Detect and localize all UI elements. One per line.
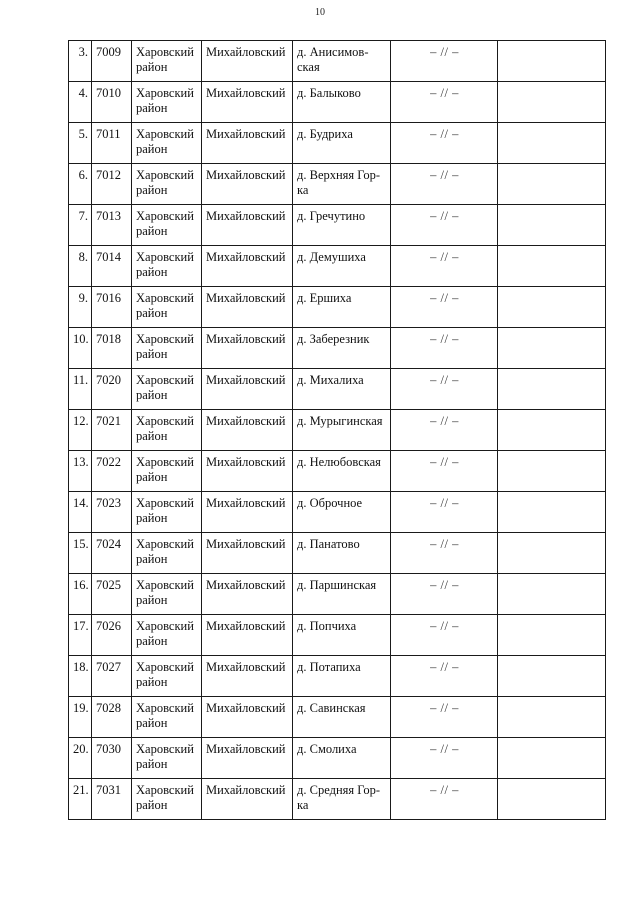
row-district: Харовский район [132,451,202,492]
row-number: 4. [69,82,92,123]
row-number: 7. [69,205,92,246]
row-ditto-mark: – // – [391,615,498,656]
row-ditto-mark: – // – [391,82,498,123]
row-district: Харовский район [132,574,202,615]
table-row [69,82,606,123]
row-settlement: д. Михалиха [293,369,391,410]
table-row [69,533,606,574]
row-district: Харовский район [132,287,202,328]
row-code: 7022 [92,451,132,492]
row-code: 7024 [92,533,132,574]
row-municipality: Михайловский [202,451,293,492]
row-ditto-mark: – // – [391,574,498,615]
row-empty-cell [498,738,606,779]
row-number: 5. [69,123,92,164]
row-empty-cell [498,82,606,123]
row-ditto-mark: – // – [391,533,498,574]
row-empty-cell [498,205,606,246]
row-municipality: Михайловский [202,246,293,287]
row-settlement: д. Смолиха [293,738,391,779]
table-row [69,779,606,820]
row-settlement: д. Демушиха [293,246,391,287]
row-settlement: д. Будриха [293,123,391,164]
row-ditto-mark: – // – [391,41,498,82]
row-number: 18. [69,656,92,697]
row-district: Харовский район [132,779,202,820]
row-settlement: д. Попчиха [293,615,391,656]
row-district: Харовский район [132,41,202,82]
row-district: Харовский район [132,246,202,287]
table-row [69,410,606,451]
table-row [69,369,606,410]
row-number: 9. [69,287,92,328]
row-empty-cell [498,164,606,205]
row-district: Харовский район [132,615,202,656]
row-settlement: д. Панатово [293,533,391,574]
row-code: 7025 [92,574,132,615]
row-district: Харовский район [132,738,202,779]
row-code: 7027 [92,656,132,697]
row-number: 21. [69,779,92,820]
row-district: Харовский район [132,205,202,246]
row-settlement: д. Савинская [293,697,391,738]
row-ditto-mark: – // – [391,779,498,820]
row-municipality: Михайловский [202,697,293,738]
table-body [69,41,606,820]
row-code: 7021 [92,410,132,451]
row-number: 12. [69,410,92,451]
row-empty-cell [498,41,606,82]
row-municipality: Михайловский [202,779,293,820]
settlements-table [68,40,606,820]
row-ditto-mark: – // – [391,328,498,369]
row-municipality: Михайловский [202,533,293,574]
row-empty-cell [498,123,606,164]
row-municipality: Михайловский [202,492,293,533]
table-row [69,574,606,615]
row-ditto-mark: – // – [391,410,498,451]
row-number: 6. [69,164,92,205]
row-number: 11. [69,369,92,410]
row-settlement: д. Заберезник [293,328,391,369]
row-ditto-mark: – // – [391,164,498,205]
row-number: 13. [69,451,92,492]
row-code: 7016 [92,287,132,328]
row-code: 7013 [92,205,132,246]
row-empty-cell [498,533,606,574]
row-empty-cell [498,451,606,492]
row-empty-cell [498,697,606,738]
row-municipality: Михайловский [202,574,293,615]
row-municipality: Михайловский [202,328,293,369]
row-district: Харовский район [132,656,202,697]
row-municipality: Михайловский [202,615,293,656]
row-district: Харовский район [132,697,202,738]
table-row [69,328,606,369]
row-municipality: Михайловский [202,123,293,164]
row-empty-cell [498,492,606,533]
row-district: Харовский район [132,533,202,574]
row-code: 7031 [92,779,132,820]
table-row [69,492,606,533]
row-empty-cell [498,369,606,410]
row-empty-cell [498,410,606,451]
row-settlement: д. Ершиха [293,287,391,328]
row-settlement: д. Оброчное [293,492,391,533]
row-number: 16. [69,574,92,615]
row-district: Харовский район [132,369,202,410]
row-district: Харовский район [132,82,202,123]
table-row [69,164,606,205]
row-number: 14. [69,492,92,533]
table-row [69,123,606,164]
page-number: 10 [315,7,325,18]
row-ditto-mark: – // – [391,287,498,328]
row-municipality: Михайловский [202,656,293,697]
row-ditto-mark: – // – [391,205,498,246]
row-settlement: д. Анисимов-ская [293,41,391,82]
row-code: 7010 [92,82,132,123]
row-code: 7028 [92,697,132,738]
table-row [69,656,606,697]
row-municipality: Михайловский [202,205,293,246]
row-empty-cell [498,328,606,369]
row-number: 15. [69,533,92,574]
row-ditto-mark: – // – [391,369,498,410]
table-row [69,697,606,738]
row-municipality: Михайловский [202,82,293,123]
row-number: 17. [69,615,92,656]
row-settlement: д. Мурыгинская [293,410,391,451]
row-municipality: Михайловский [202,164,293,205]
row-municipality: Михайловский [202,287,293,328]
row-code: 7026 [92,615,132,656]
row-number: 20. [69,738,92,779]
row-ditto-mark: – // – [391,451,498,492]
row-number: 19. [69,697,92,738]
row-ditto-mark: – // – [391,123,498,164]
row-code: 7018 [92,328,132,369]
row-settlement: д. Средняя Гор-ка [293,779,391,820]
row-ditto-mark: – // – [391,246,498,287]
row-ditto-mark: – // – [391,492,498,533]
row-number: 3. [69,41,92,82]
row-empty-cell [498,574,606,615]
row-settlement: д. Гречутино [293,205,391,246]
row-code: 7020 [92,369,132,410]
row-code: 7030 [92,738,132,779]
row-code: 7014 [92,246,132,287]
row-settlement: д. Потапиха [293,656,391,697]
row-empty-cell [498,246,606,287]
row-district: Харовский район [132,492,202,533]
row-settlement: д. Паршинская [293,574,391,615]
row-code: 7012 [92,164,132,205]
row-empty-cell [498,287,606,328]
row-municipality: Михайловский [202,41,293,82]
table-row [69,738,606,779]
row-code: 7023 [92,492,132,533]
row-district: Харовский район [132,410,202,451]
row-municipality: Михайловский [202,738,293,779]
row-code: 7009 [92,41,132,82]
row-ditto-mark: – // – [391,738,498,779]
row-ditto-mark: – // – [391,697,498,738]
row-number: 8. [69,246,92,287]
table-row [69,41,606,82]
row-municipality: Михайловский [202,369,293,410]
row-district: Харовский район [132,164,202,205]
row-number: 10. [69,328,92,369]
table-row [69,246,606,287]
row-district: Харовский район [132,328,202,369]
row-settlement: д. Балыково [293,82,391,123]
row-empty-cell [498,615,606,656]
row-empty-cell [498,656,606,697]
row-ditto-mark: – // – [391,656,498,697]
row-district: Харовский район [132,123,202,164]
table-row [69,205,606,246]
table-row [69,615,606,656]
row-empty-cell [498,779,606,820]
table-row [69,451,606,492]
row-municipality: Михайловский [202,410,293,451]
row-code: 7011 [92,123,132,164]
row-settlement: д. Верхняя Гор-ка [293,164,391,205]
table-row [69,287,606,328]
row-settlement: д. Нелюбовская [293,451,391,492]
